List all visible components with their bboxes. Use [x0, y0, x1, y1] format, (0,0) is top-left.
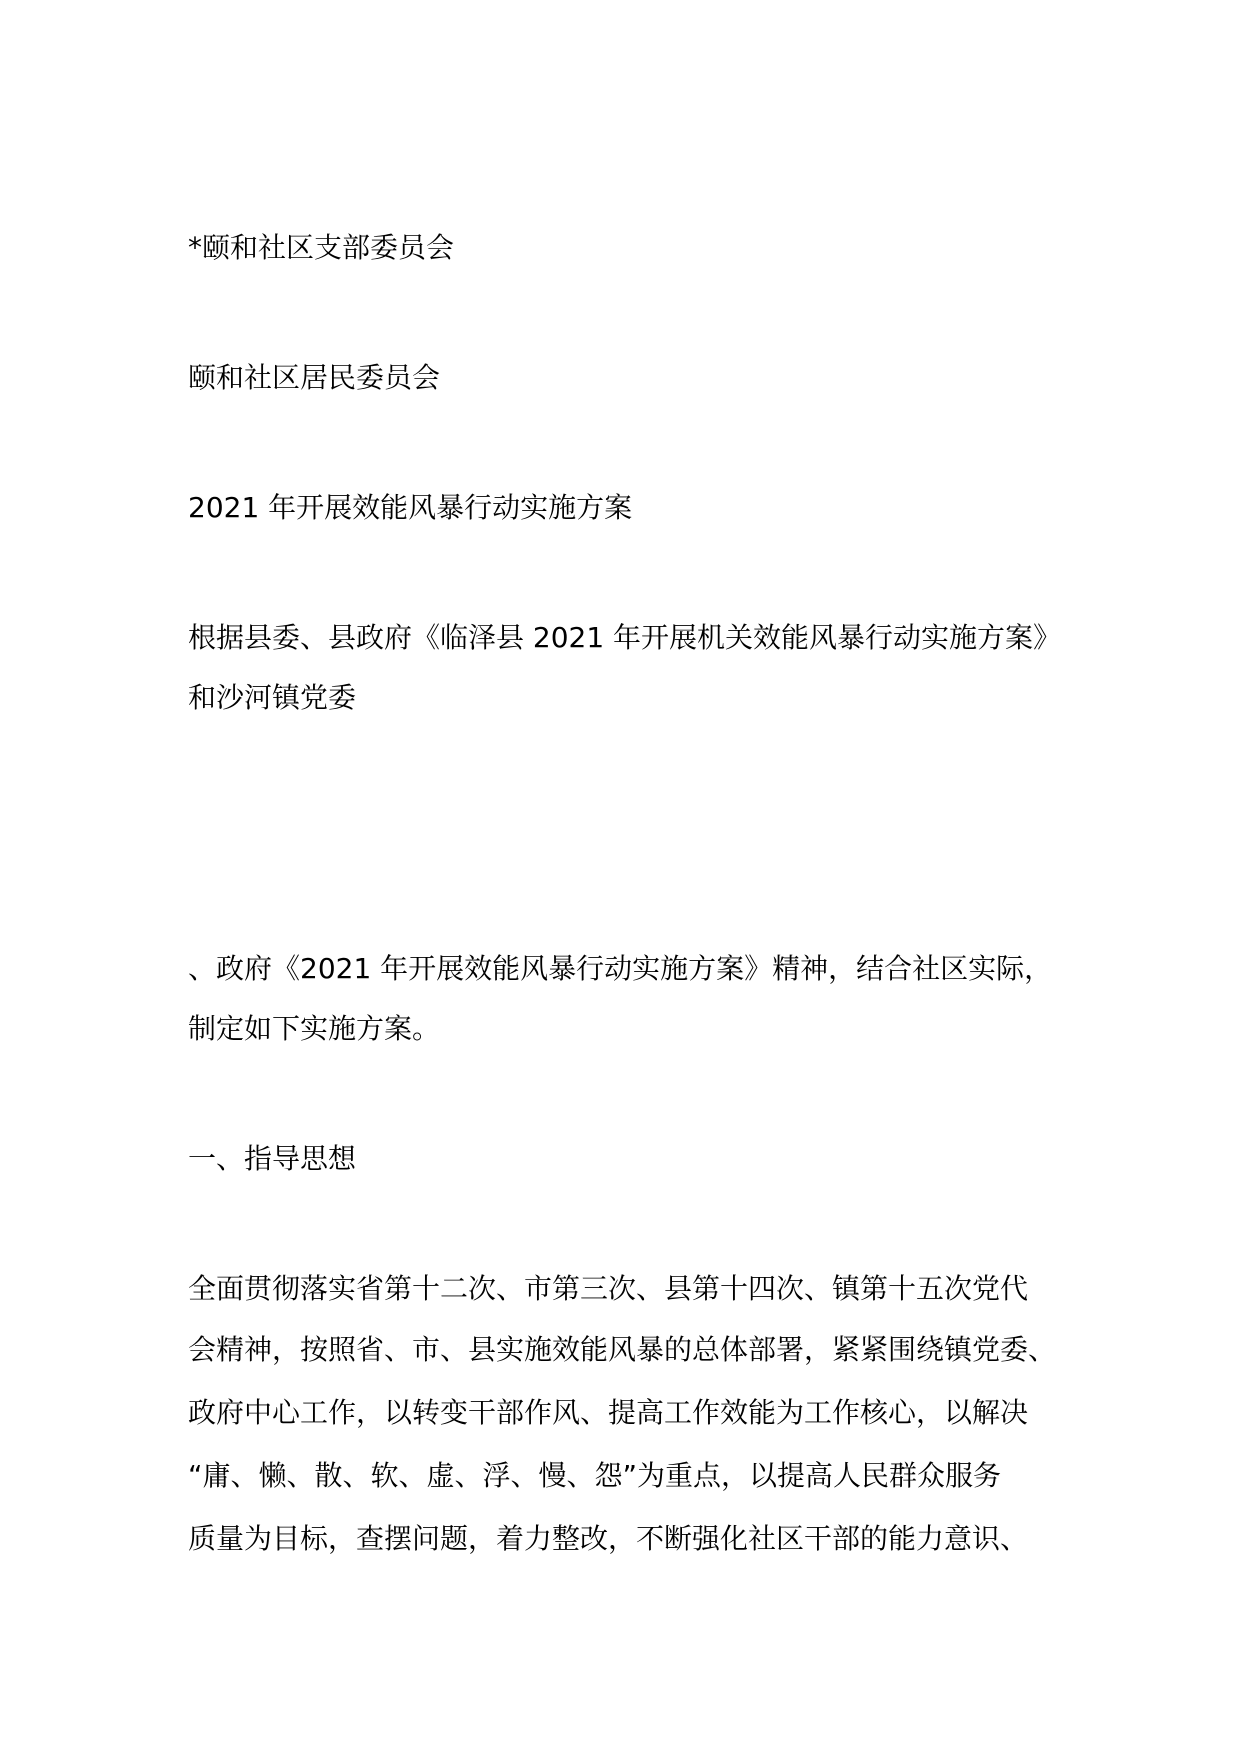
body-paragraph-line: 全面贯彻落实省第十二次、市第三次、县第十四次、镇第十五次党代	[188, 1272, 1029, 1305]
intro-continuation-line: 制定如下实施方案。	[188, 1012, 441, 1045]
section-heading: 一、指导思想	[188, 1142, 357, 1175]
body-paragraph-line: 会精神，按照省、市、县实施效能风暴的总体部署，紧紧围绕镇党委、	[188, 1333, 1057, 1366]
intro-paragraph-line: 根据县委、县政府《临泽县 2021 年开展机关效能风暴行动实施方案》	[188, 621, 1062, 654]
intro-continuation-line: 、政府《2021 年开展效能风暴行动实施方案》精神，结合社区实际，	[188, 952, 1053, 985]
body-paragraph-line: 政府中心工作，以转变干部作风、提高工作效能为工作核心，以解决	[188, 1396, 1029, 1429]
body-paragraph-line: 质量为目标，查摆问题，着力整改，不断强化社区干部的能力意识、	[188, 1522, 1029, 1555]
body-paragraph-line: “庸、懒、散、软、虚、浮、慢、怨”为重点，以提高人民群众服务	[188, 1459, 1002, 1492]
document-title: 2021 年开展效能风暴行动实施方案	[188, 491, 633, 524]
intro-paragraph-line: 和沙河镇党委	[188, 681, 357, 714]
party-committee-name: *颐和社区支部委员会	[188, 231, 455, 264]
residents-committee-name: 颐和社区居民委员会	[188, 361, 441, 394]
